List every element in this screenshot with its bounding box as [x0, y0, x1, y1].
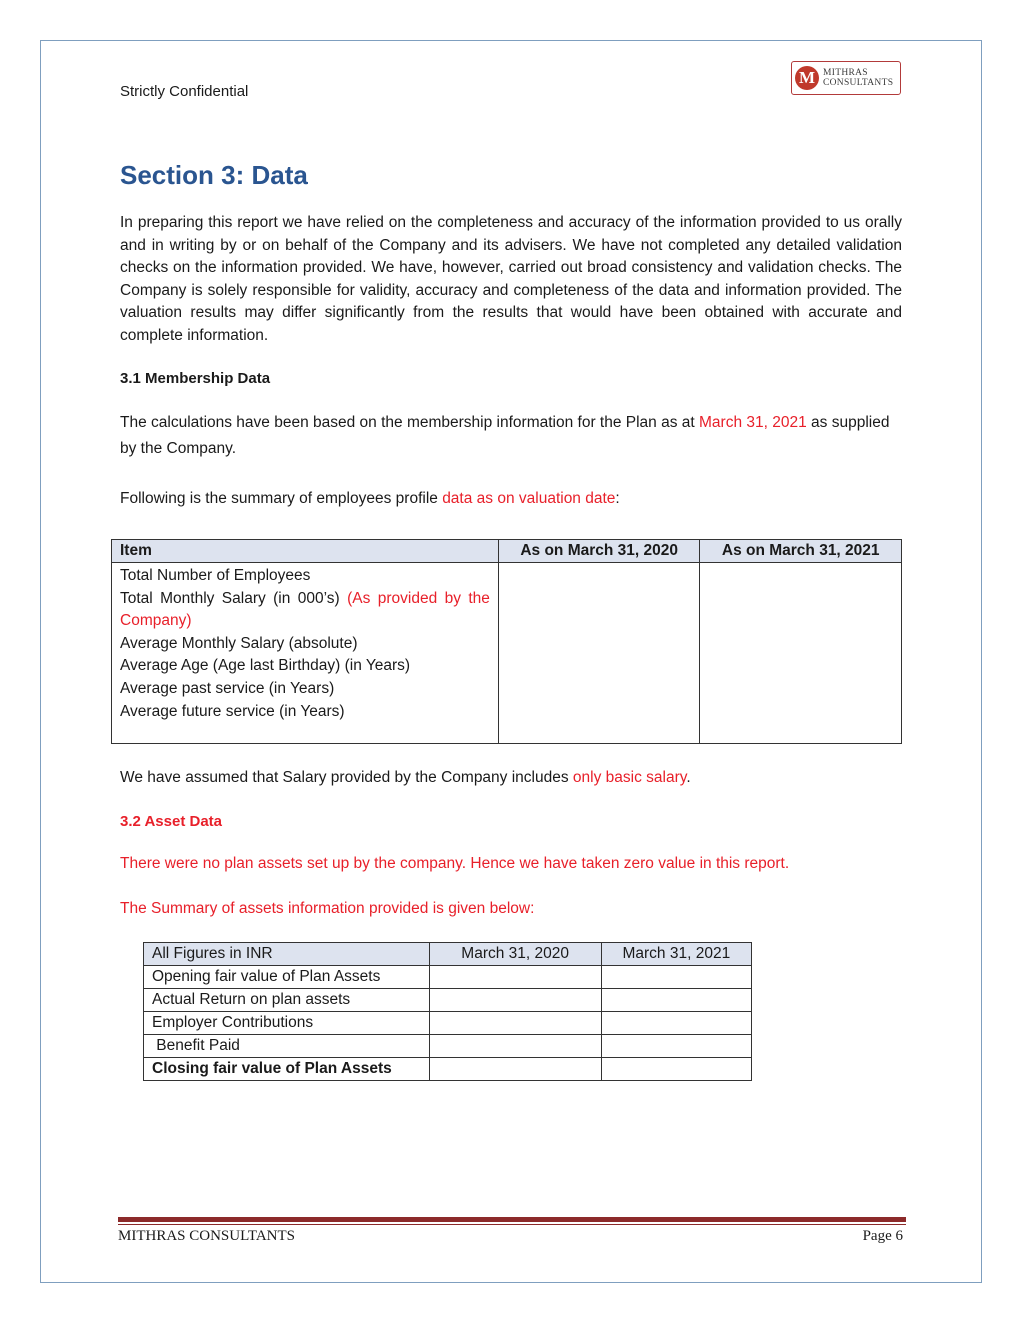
value-cell: [429, 989, 601, 1012]
value-cell: [601, 1012, 751, 1035]
column-header-figures: All Figures in INR: [144, 943, 430, 966]
list-item: Average Age (Age last Birthday) (in Years): [120, 657, 411, 675]
column-header-2021: March 31, 2021: [601, 943, 751, 966]
row-label: Benefit Paid: [144, 1035, 430, 1058]
membership-text-end: as supplied by the Company.: [120, 414, 890, 457]
list-item: Total Monthly Salary (in 000’s) (As provided by the Company): [120, 589, 490, 630]
value-cell: [601, 1058, 751, 1081]
asset-heading: 3.2 Asset Data: [120, 813, 222, 830]
salary-text-start: We have assumed that Salary provided by the Company includes: [120, 769, 573, 786]
employee-profile-table: [111, 539, 902, 744]
values-2021-cell: [700, 563, 902, 744]
value-cell: [601, 989, 751, 1012]
table-row: [144, 1035, 752, 1058]
footer-page-number: Page 6: [862, 1228, 903, 1244]
salary-text-red: only basic salary: [572, 769, 687, 786]
list-item: Average future service (in Years): [120, 702, 345, 720]
row-label: Employer Contributions: [144, 1012, 430, 1035]
valuation-date: March 31, 2021: [699, 414, 807, 431]
value-cell: [429, 1058, 601, 1081]
summary-text-red: data as on valuation date: [442, 490, 616, 507]
row-label: Opening fair value of Plan Assets: [144, 966, 430, 989]
list-item: Total Number of Employees: [120, 567, 311, 584]
intro-paragraph: In preparing this report we have relied on the completeness and accuracy of the information provided to us orally and in writing by or on behalf of the Company and its advisers. We have not completed any detailed validation checks on the information provided. We have, however, carried out broad consistency and validation checks. The Company is solely responsible for validity, accuracy and completeness of the data and information provided. The valuation results may differ significantly from the results that would have been obtained with accurate and complete information.: [120, 214, 902, 344]
list-item: Average past service (in Years): [120, 679, 335, 697]
asset-summary-intro: The Summary of assets information provided is given below:: [120, 900, 535, 917]
logo-line-2: CONSULTANTS: [823, 78, 894, 88]
table-row: [144, 1012, 752, 1035]
row-label: Actual Return on plan assets: [144, 989, 430, 1012]
section-title: Section 3: Data: [120, 160, 308, 190]
asset-table: [143, 942, 752, 1081]
logo-wordmark: [823, 68, 893, 88]
asset-note: There were no plan assets set up by the company. Hence we have taken zero value in this report.: [120, 855, 790, 872]
provided-by-company-note: (As provided by the Company): [120, 589, 490, 630]
membership-paragraph: [120, 410, 902, 462]
column-header-2021: As on March 31, 2021: [700, 540, 902, 563]
confidentiality-label: Strictly Confidential: [120, 83, 249, 100]
salary-assumption: [120, 767, 902, 790]
summary-text-start: Following is the summary of employees profile: [120, 490, 443, 507]
footer-rule-thick: [118, 1217, 906, 1222]
table-header-row: [144, 943, 752, 966]
table-row: [112, 563, 902, 744]
table-header-row: [112, 540, 902, 563]
column-header-item: Item: [112, 540, 499, 563]
membership-heading: 3.1 Membership Data: [120, 370, 271, 387]
value-cell: [429, 1035, 601, 1058]
item-list-cell: [112, 563, 499, 744]
value-cell: [601, 1035, 751, 1058]
value-cell: [429, 966, 601, 989]
column-header-2020: As on March 31, 2020: [498, 540, 700, 563]
membership-text-start: The calculations have been based on the membership information for the Plan as at: [120, 414, 700, 431]
table-row: [144, 989, 752, 1012]
summary-intro: [120, 488, 902, 511]
values-2020-cell: [498, 563, 700, 744]
logo-line-1: MITHRAS: [823, 68, 868, 78]
table-row: [144, 1058, 752, 1081]
column-header-2020: March 31, 2020: [429, 943, 601, 966]
value-cell: [429, 1012, 601, 1035]
footer-rule-thin: [118, 1224, 906, 1225]
value-cell: [601, 966, 751, 989]
summary-text-end: :: [615, 490, 620, 507]
logo-mark-icon: M: [795, 66, 819, 90]
footer-company: MITHRAS CONSULTANTS: [118, 1228, 296, 1244]
list-item: Average Monthly Salary (absolute): [120, 634, 358, 652]
table-row: [144, 966, 752, 989]
company-logo: [791, 61, 901, 95]
salary-text-end: .: [686, 769, 691, 786]
row-label-total: Closing fair value of Plan Assets: [144, 1058, 430, 1081]
